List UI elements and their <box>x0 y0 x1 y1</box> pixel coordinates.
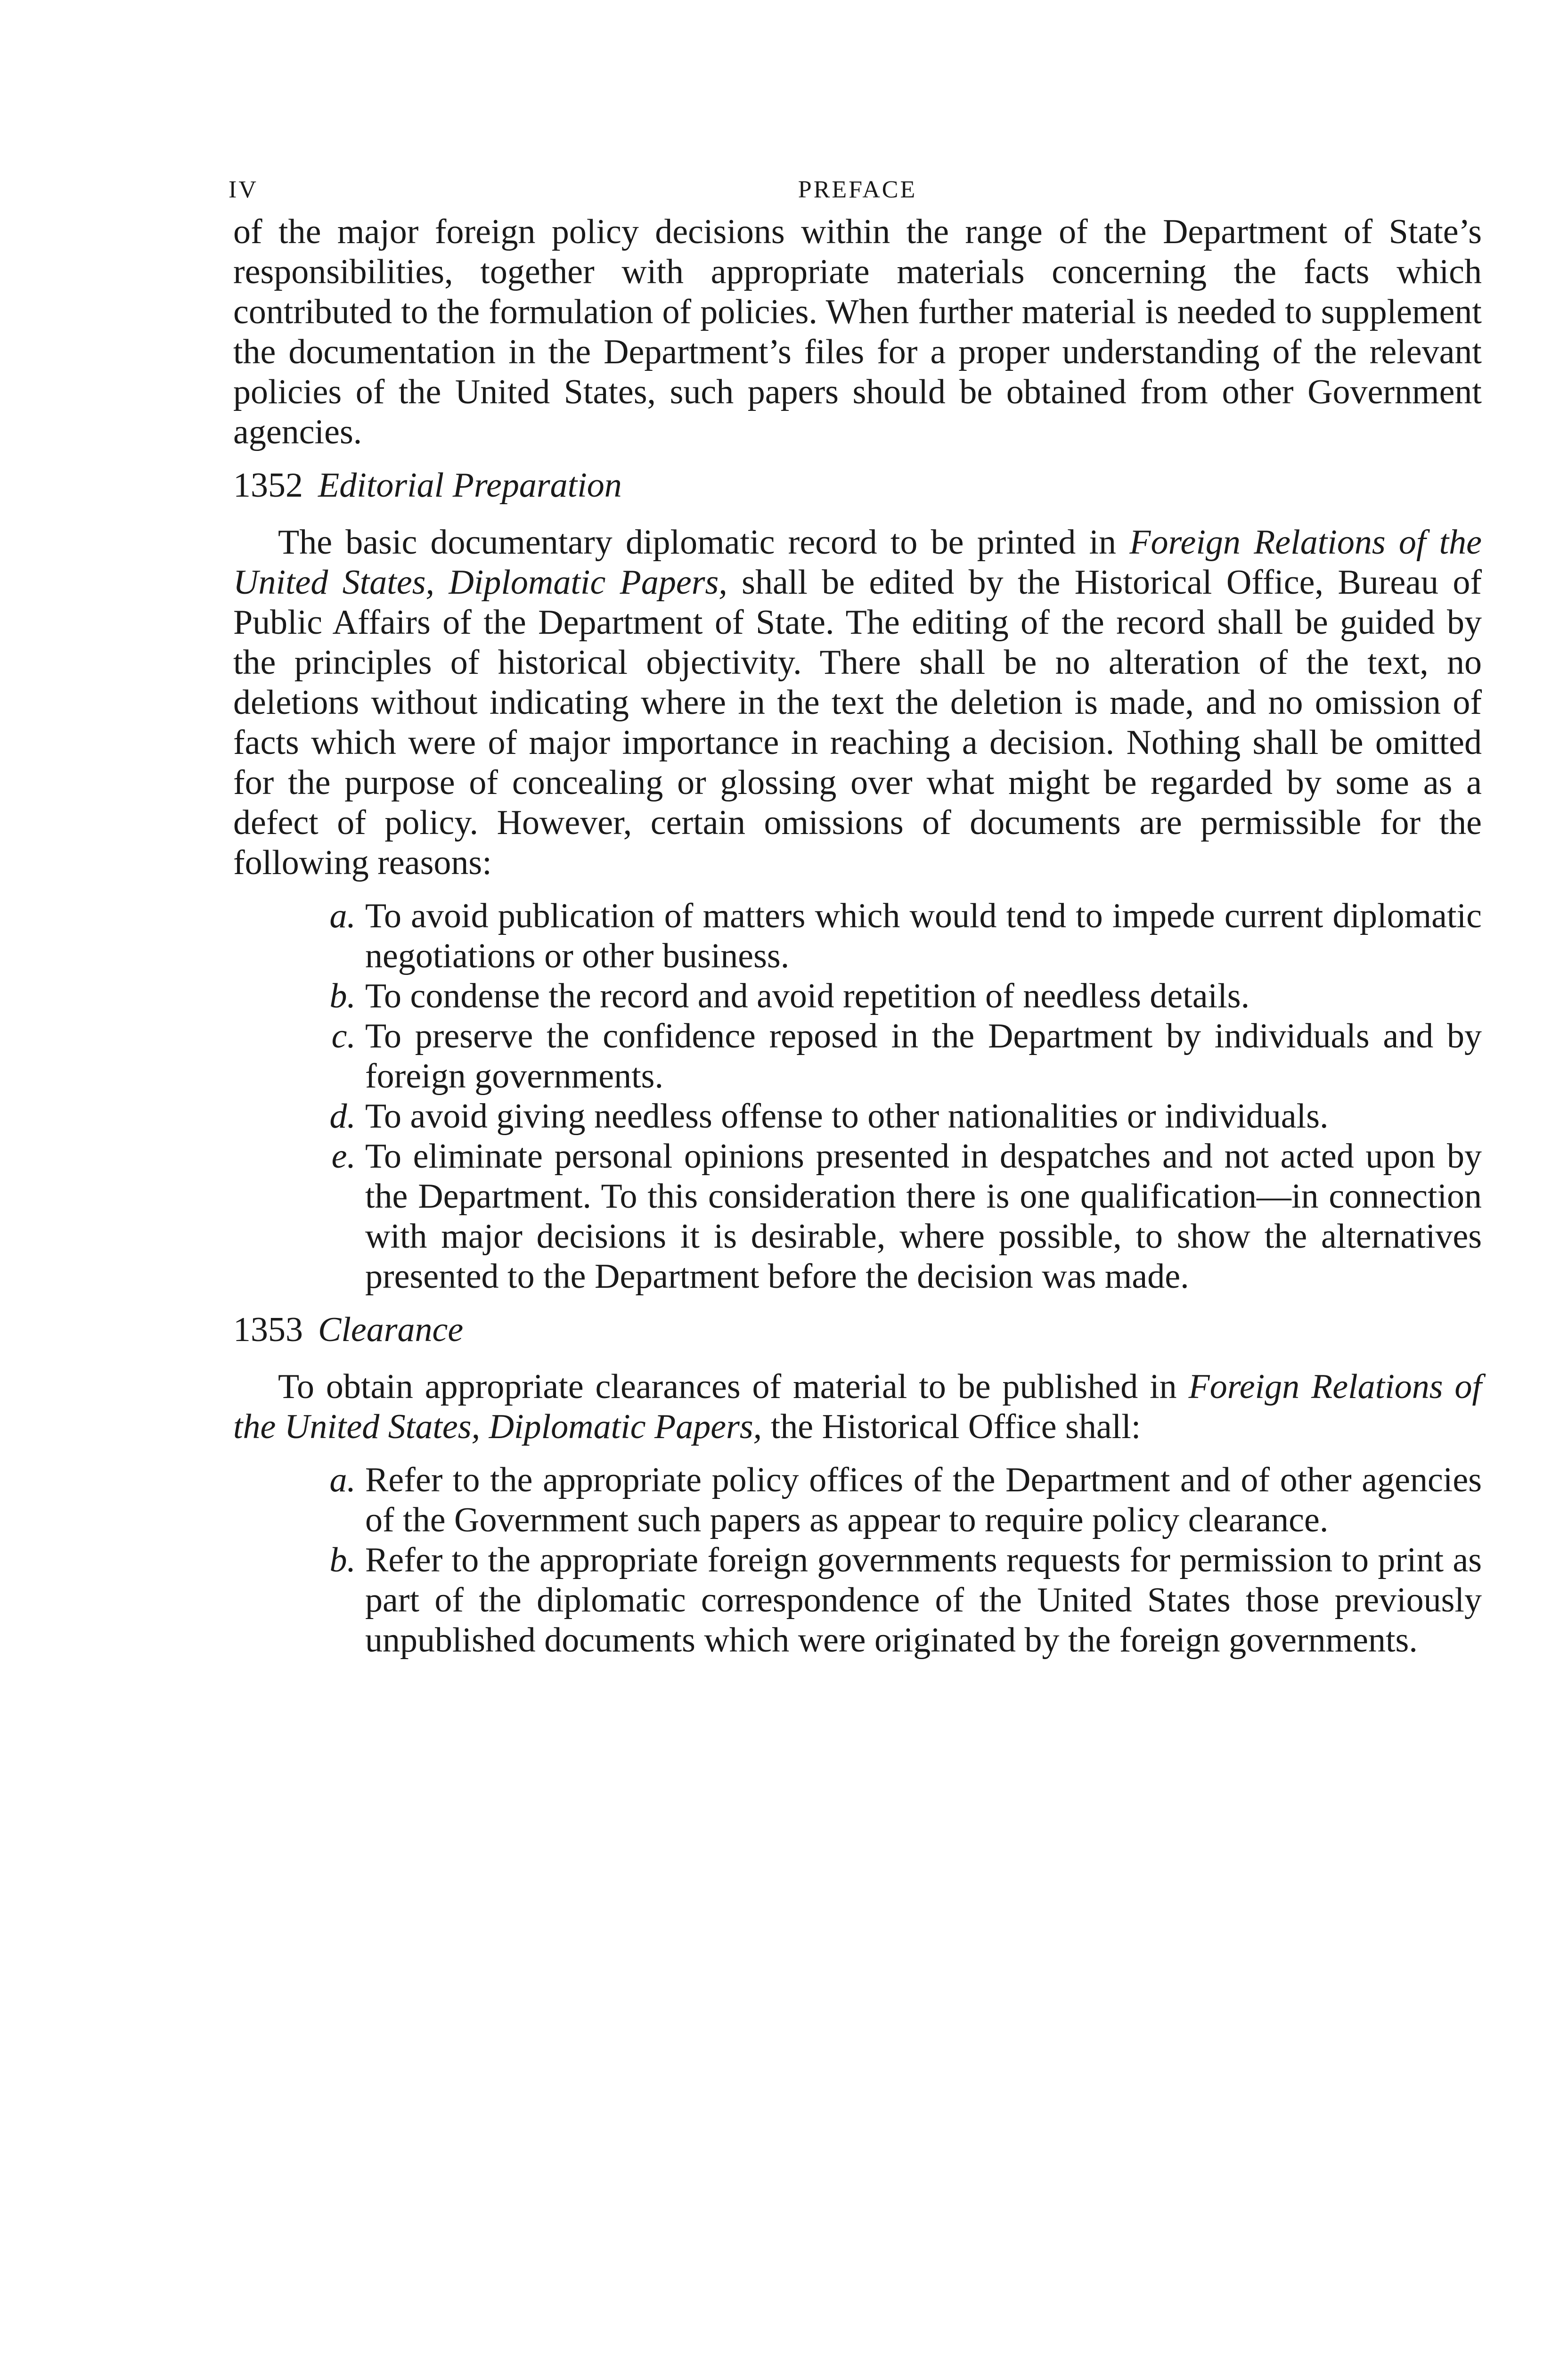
paragraph-text: shall be edited by the Historical Office, Bureau of Public Affairs of the Department of State. The editing of the record shall be guided by the principles of historical objectivity. There shall be no alteration of the text, no deletions without indicating where in the text the deletion is made, and no omission of facts which were of major importance in reaching a decision. Nothing shall be omitted for the purpose of concealing or glossing over what might be regarded by some as a defect of policy. However, certain omissions of documents are permissible for the following reasons: <box>233 563 1482 882</box>
list-letter: d. <box>329 1097 356 1136</box>
list-item <box>233 1096 1482 1137</box>
list-text: Refer to the appropriate policy offices of the Department and of other agencies of the Government such papers as appear to require policy clearance. <box>365 1461 1482 1539</box>
clearance-steps-list <box>233 1460 1482 1661</box>
list-item <box>233 1137 1482 1297</box>
list-text: To preserve the confidence reposed in the Department by individuals and by foreign governments. <box>365 1017 1482 1096</box>
list-letter: e. <box>331 1137 356 1176</box>
omission-reasons-list <box>233 896 1482 1297</box>
section-number: 1352 <box>233 466 303 505</box>
list-item <box>233 976 1482 1016</box>
list-item <box>233 1016 1482 1096</box>
list-text: To avoid publication of matters which would tend to impede current diplomatic negotiations or other business. <box>365 897 1482 975</box>
running-title: PREFACE <box>798 176 917 203</box>
publication-title: Foreign Relations of the United States, Diplomatic Papers, <box>233 523 1482 602</box>
list-letter: a. <box>329 897 356 935</box>
list-text: Refer to the appropriate foreign governments requests for permission to print as part of the diplomatic correspondence of the United States those previously unpublished documents which were originated by the foreign governments. <box>365 1541 1482 1660</box>
paragraph-text: The basic documentary diplomatic record to be printed in <box>278 523 1130 562</box>
list-item <box>233 896 1482 976</box>
running-head <box>229 170 1482 212</box>
clearance-paragraph <box>233 1367 1482 1447</box>
page-number: IV <box>229 176 258 203</box>
list-letter: c. <box>331 1017 356 1055</box>
paragraph-text: the Historical Office shall: <box>762 1407 1141 1446</box>
list-letter: a. <box>329 1461 356 1499</box>
section-number: 1353 <box>233 1310 303 1349</box>
list-item <box>233 1460 1482 1540</box>
opening-paragraph: of the major foreign policy decisions within the range of the Department of State’s responsibilities, together with appropriate materials concerning the facts which contributed to the formulation of policies. When further material is needed to supplement the documentation in the Department’s files for a proper understanding of the relevant policies of the United States, such papers should be obtained from other Government agencies. <box>233 213 1482 451</box>
paragraph-text: To obtain appropriate clearances of material to be published in <box>278 1367 1189 1406</box>
list-text: To eliminate personal opinions presented in despatches and not acted upon by the Department. To this consideration there is one qualification—in connection with major decisions it is desirable, where possible, to show the alternatives presented to the Department before the decision was made. <box>365 1137 1482 1296</box>
section-heading-1353 <box>233 1310 1482 1350</box>
document-page <box>229 170 1482 1672</box>
list-item <box>233 1540 1482 1661</box>
publication-title: Foreign Relations of the United States, Diplomatic Papers, <box>233 1367 1482 1446</box>
section-title: Editorial Preparation <box>318 466 622 505</box>
editorial-paragraph <box>233 523 1482 883</box>
section-heading-1352 <box>233 466 1482 506</box>
list-letter: b. <box>329 977 356 1015</box>
section-title: Clearance <box>318 1310 464 1349</box>
list-text: To condense the record and avoid repetition of needless details. <box>365 977 1250 1015</box>
list-letter: b. <box>329 1541 356 1579</box>
list-text: To avoid giving needless offense to other nationalities or individuals. <box>365 1097 1329 1136</box>
